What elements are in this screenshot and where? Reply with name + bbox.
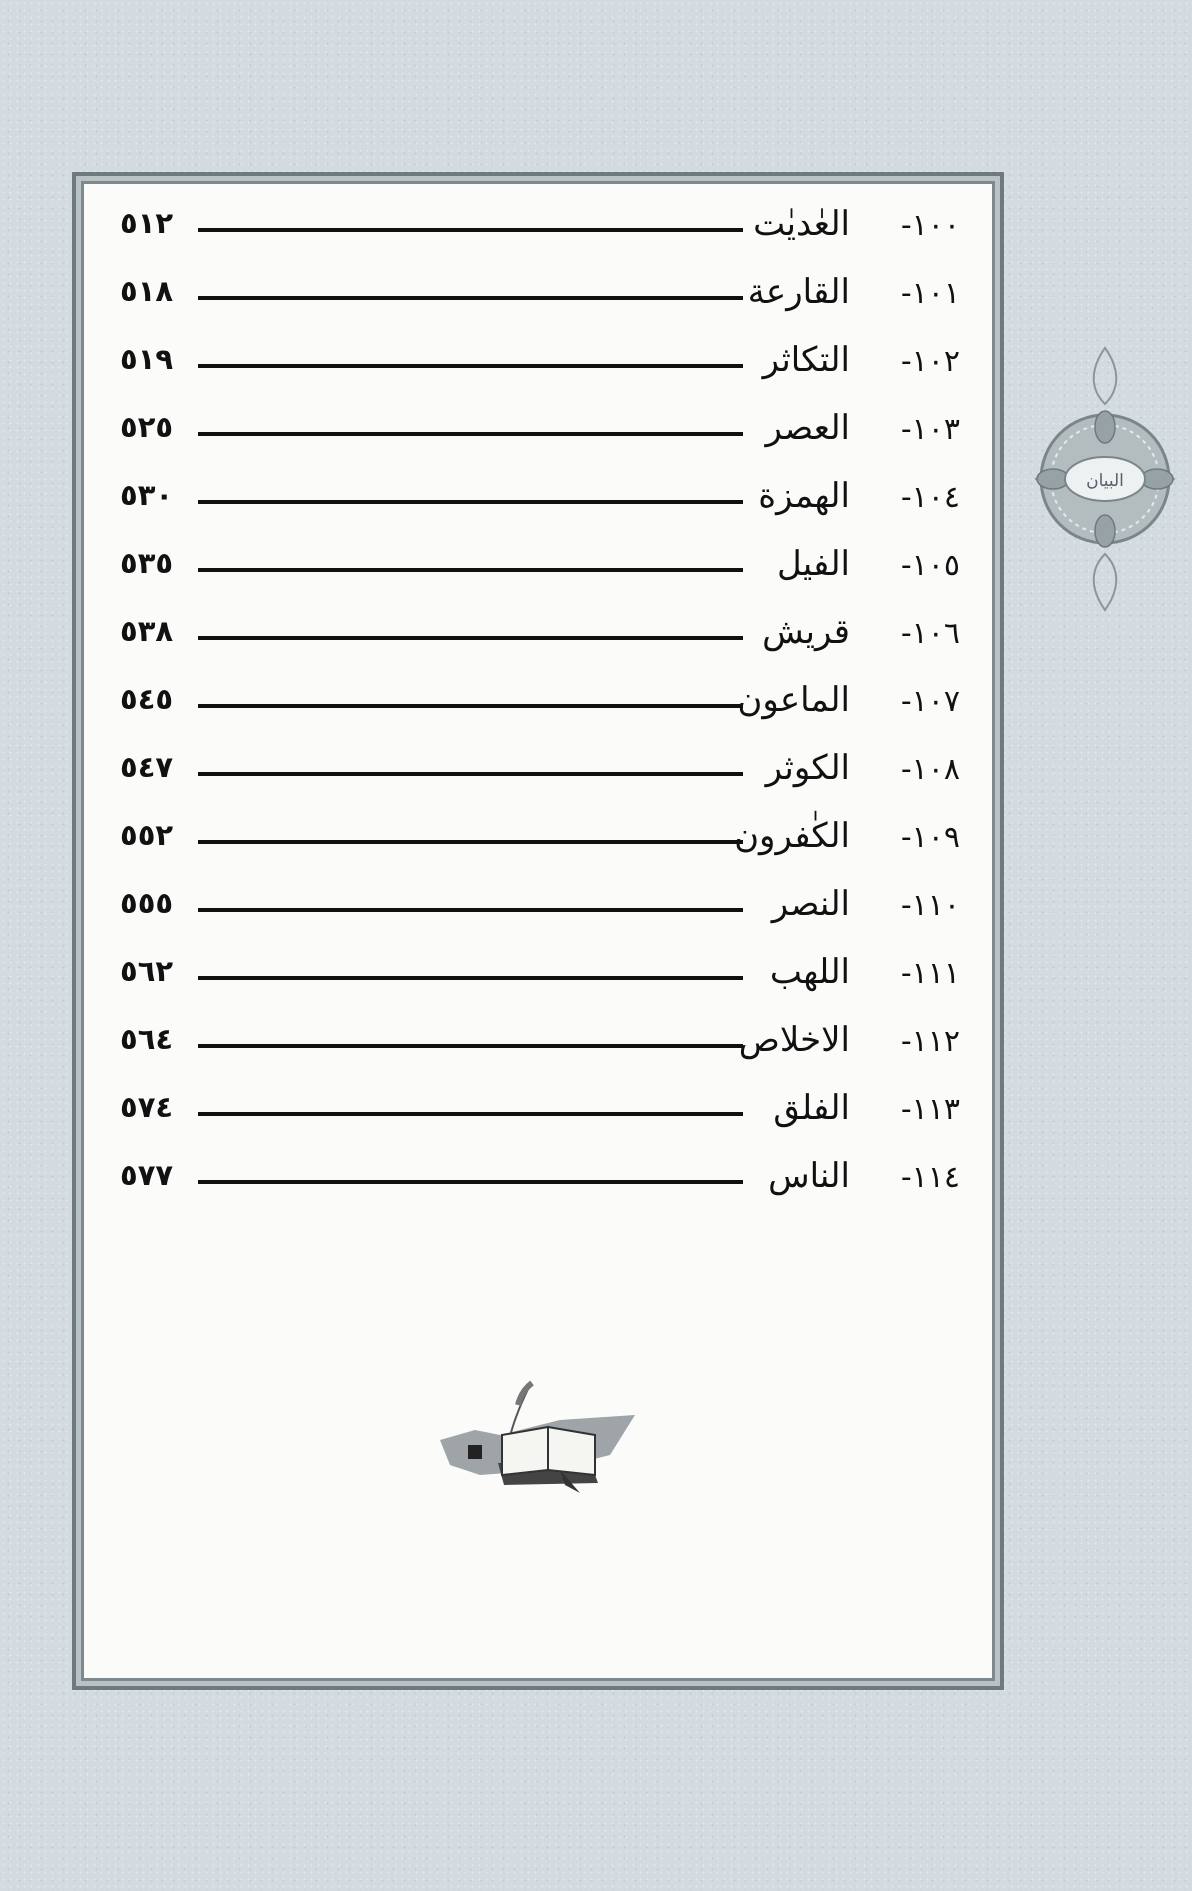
leader-line <box>198 568 743 572</box>
table-of-contents <box>110 198 960 1218</box>
leader-line <box>198 500 743 504</box>
entry-number: ١٠٠- <box>900 208 960 243</box>
surah-name: الكوثر <box>765 748 850 788</box>
toc-row[interactable] <box>110 810 960 878</box>
leader-line <box>198 976 743 980</box>
toc-row[interactable] <box>110 334 960 402</box>
toc-row[interactable] <box>110 402 960 470</box>
leader-line <box>198 636 743 640</box>
surah-name: قريش <box>762 612 850 652</box>
entry-number: ١٠٧- <box>900 684 960 719</box>
page-number: ٥٣٨ <box>120 614 174 648</box>
leader-line <box>198 296 743 300</box>
toc-row[interactable] <box>110 606 960 674</box>
entry-number: ١٠٣- <box>900 412 960 447</box>
floral-medallion-icon <box>1030 344 1180 614</box>
page-number: ٥٤٥ <box>120 682 174 716</box>
page-number: ٥٤٧ <box>120 750 174 784</box>
entry-number: ١١٠- <box>900 888 960 923</box>
surah-name: التكاثر <box>762 340 850 380</box>
leader-line <box>198 1112 743 1116</box>
page-number: ٥٧٤ <box>120 1090 174 1124</box>
leader-line <box>198 1180 743 1184</box>
page-number: ٥٥٥ <box>120 886 174 920</box>
toc-row[interactable] <box>110 742 960 810</box>
toc-row[interactable] <box>110 198 960 266</box>
entry-number: ١١٢- <box>900 1024 960 1059</box>
page-number: ٥٣٠ <box>120 478 174 512</box>
surah-name: العٰديٰت <box>753 204 850 244</box>
surah-name: الفلق <box>773 1088 850 1128</box>
toc-row[interactable] <box>110 674 960 742</box>
toc-row[interactable] <box>110 946 960 1014</box>
toc-row[interactable] <box>110 1014 960 1082</box>
page-number: ٥١٩ <box>120 342 174 376</box>
surah-name: القارعة <box>747 272 850 312</box>
leader-line <box>198 908 743 912</box>
leader-line <box>198 1044 743 1048</box>
toc-row[interactable] <box>110 1082 960 1150</box>
surah-name: الناس <box>768 1156 850 1196</box>
surah-name: العصر <box>765 408 850 448</box>
surah-name: الاخلاص <box>738 1020 850 1060</box>
page-number: ٥٧٧ <box>120 1158 174 1192</box>
entry-number: ١١٤- <box>900 1160 960 1195</box>
surah-name: الماعون <box>737 680 850 720</box>
entry-number: ١١١- <box>900 956 960 991</box>
entry-number: ١٠٢- <box>900 344 960 379</box>
surah-name: اللهب <box>769 952 850 992</box>
leader-line <box>198 228 743 232</box>
page-number: ٥٥٢ <box>120 818 174 852</box>
entry-number: ١٠١- <box>900 276 960 311</box>
entry-number: ١٠٩- <box>900 820 960 855</box>
leader-line <box>198 364 743 368</box>
ornament-label: البيان <box>1086 471 1124 491</box>
toc-row[interactable] <box>110 470 960 538</box>
entry-number: ١٠٥- <box>900 548 960 583</box>
books-quill-icon <box>440 1375 635 1495</box>
toc-row[interactable] <box>110 878 960 946</box>
toc-row[interactable] <box>110 538 960 606</box>
page-number: ٥٦٢ <box>120 954 174 988</box>
page-number: ٥٦٤ <box>120 1022 174 1056</box>
surah-name: الفيل <box>776 544 850 584</box>
entry-number: ١٠٤- <box>900 480 960 515</box>
entry-number: ١٠٨- <box>900 752 960 787</box>
leader-line <box>198 772 743 776</box>
leader-line <box>198 432 743 436</box>
leader-line <box>198 704 743 708</box>
surah-name: الهمزة <box>758 476 850 516</box>
page-number: ٥١٨ <box>120 274 174 308</box>
entry-number: ١٠٦- <box>900 616 960 651</box>
surah-name: النصر <box>771 884 850 924</box>
page-number: ٥٢٥ <box>120 410 174 444</box>
toc-row[interactable] <box>110 1150 960 1218</box>
toc-row[interactable] <box>110 266 960 334</box>
surah-name: الكٰفرون <box>734 816 850 856</box>
page-number: ٥١٢ <box>120 206 174 240</box>
leader-line <box>198 840 743 844</box>
entry-number: ١١٣- <box>900 1092 960 1127</box>
page-number: ٥٣٥ <box>120 546 174 580</box>
